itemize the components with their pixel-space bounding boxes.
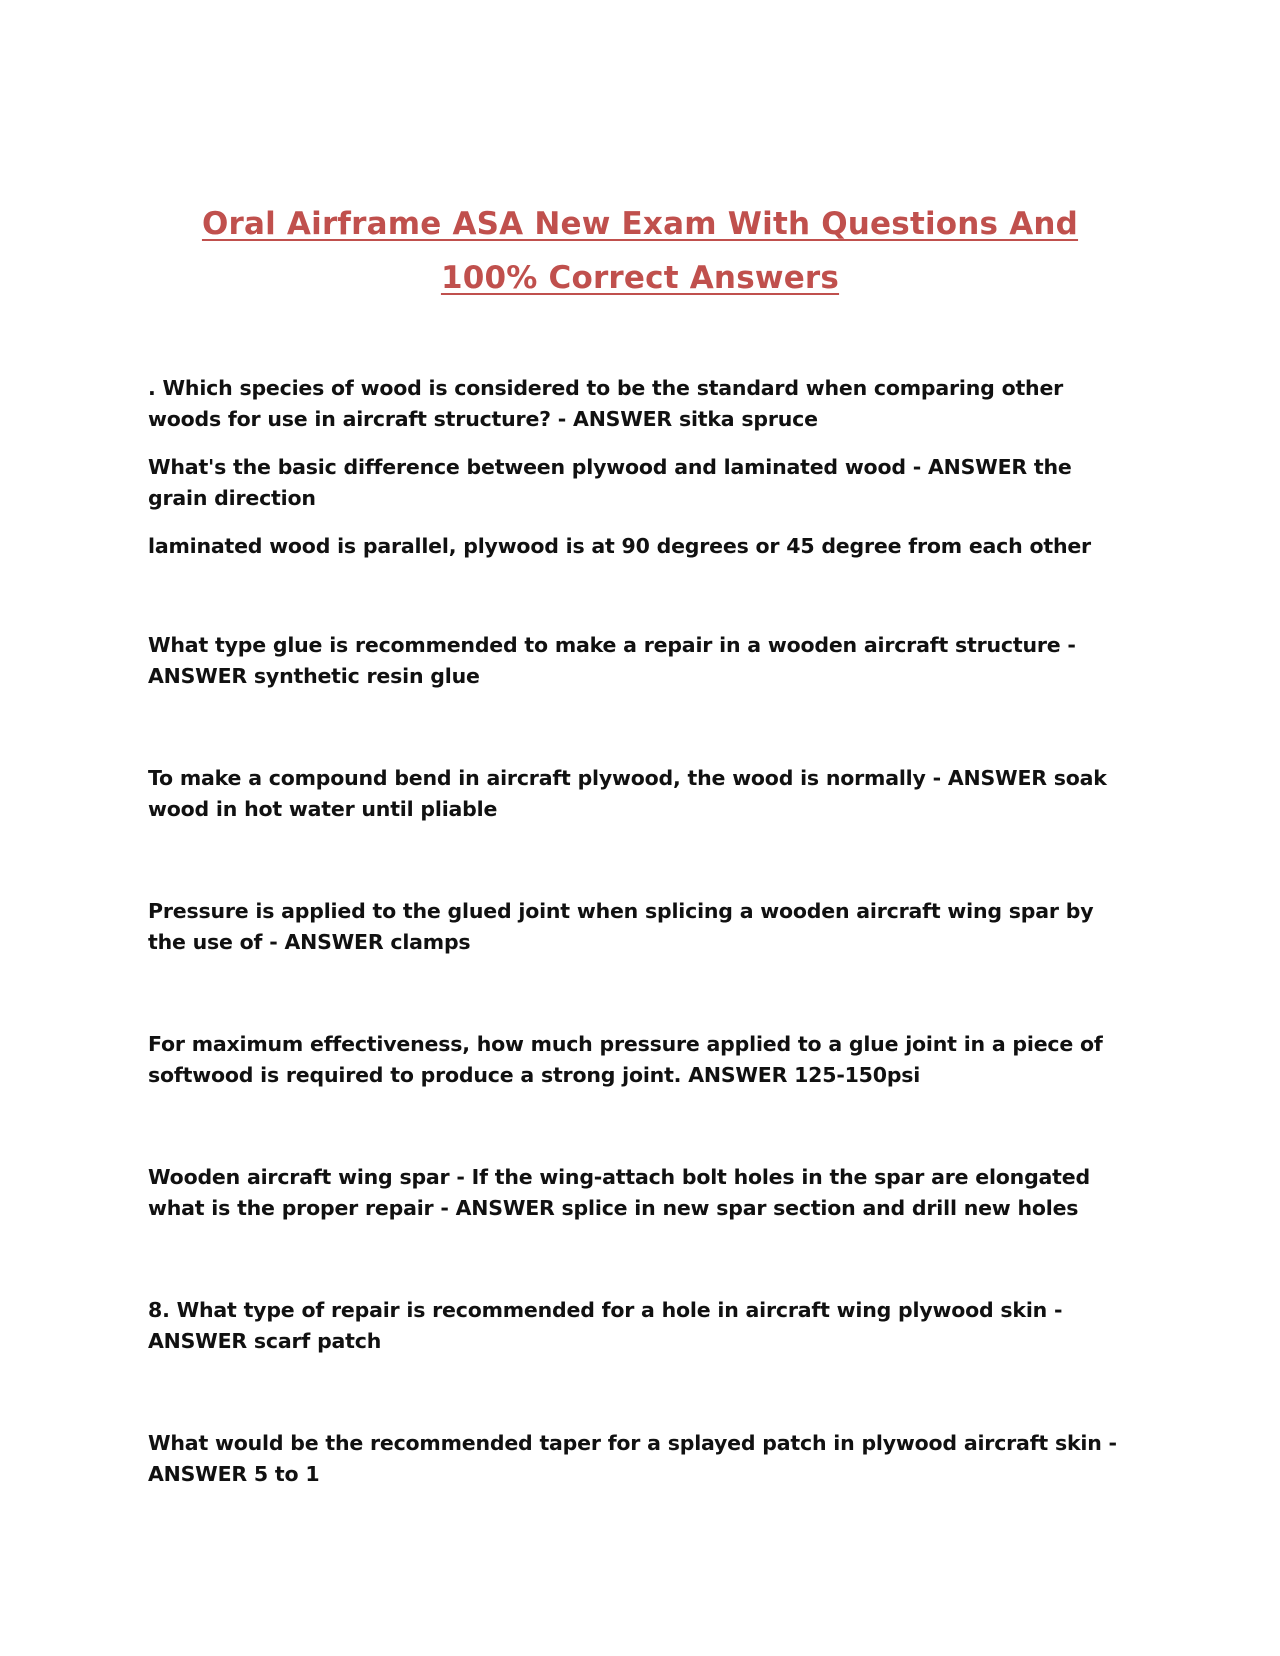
qa-item-6: Pressure is applied to the glued joint when splicing a wooden aircraft wing spar by the use of - ANSWER clamps xyxy=(148,899,1094,954)
qa-item-2: What's the basic difference between plywood and laminated wood - ANSWER the grain direction xyxy=(148,455,1072,510)
qa-item-1: . Which species of wood is considered to be the standard when comparing other woods for use in aircraft structure? - ANSWER sitka spruce xyxy=(148,376,1064,431)
qa-item-7: For maximum effectiveness, how much pressure applied to a glue joint in a piece of softwood is required to produce a strong joint. ANSWER 125-150psi xyxy=(148,1032,1103,1087)
title-line-1: Oral Airframe ASA New Exam With Questions And xyxy=(201,206,1079,242)
qa-item-9: 8. What type of repair is recommended for a hole in aircraft wing plywood skin - ANSWER scarf patch xyxy=(148,1298,1063,1353)
qa-item-8: Wooden aircraft wing spar - If the wing-attach bolt holes in the spar are elongated what is the proper repair - ANSWER splice in new spar section and drill new holes xyxy=(148,1165,1090,1220)
qa-item-10: What would be the recommended taper for a splayed patch in plywood aircraft skin - ANSWER 5 to 1 xyxy=(148,1431,1117,1486)
title-line-2: 100% Correct Answers xyxy=(440,260,840,296)
document-title xyxy=(140,197,1140,305)
qa-item-4: What type glue is recommended to make a repair in a wooden aircraft structure - ANSWER synthetic resin glue xyxy=(148,633,1076,688)
qa-item-5: To make a compound bend in aircraft plywood, the wood is normally - ANSWER soak wood in hot water until pliable xyxy=(148,766,1107,821)
qa-item-3: laminated wood is parallel, plywood is at 90 degrees or 45 degree from each other xyxy=(148,534,1091,558)
